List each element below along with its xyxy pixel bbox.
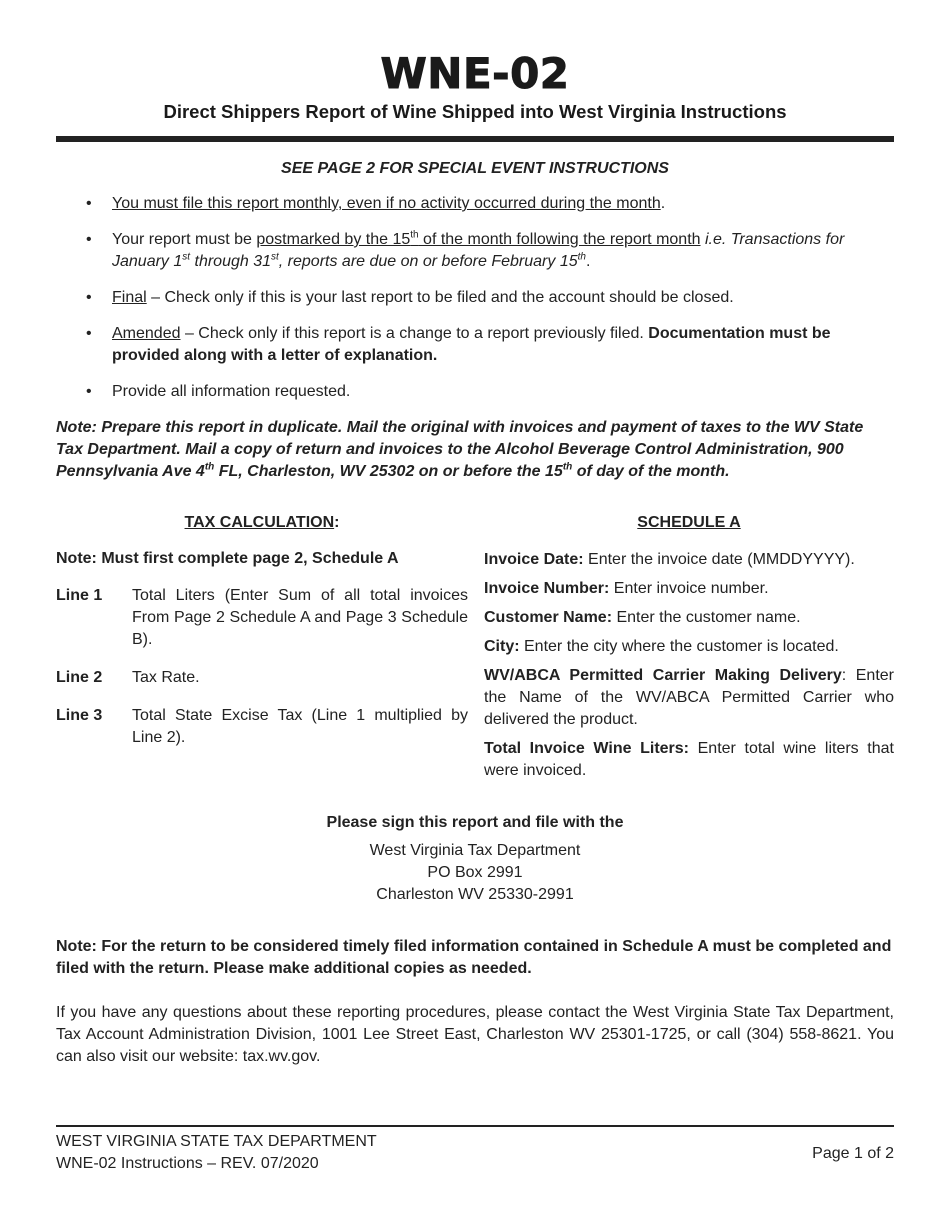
bullet-file-monthly: • You must file this report monthly, even if no activity occurred during the month. — [56, 193, 894, 215]
bullet-icon: • — [86, 289, 92, 306]
schedule-a-heading: SCHEDULE A — [637, 514, 741, 531]
address-line: West Virginia Tax Department — [369, 842, 581, 859]
bullet-final: • Final – Check only if this is your last report to be filed and the account should be closed. — [56, 287, 894, 309]
contact-paragraph: If you have any questions about these reporting procedures, please contact the West Virginia State Tax Department, Tax Account Administration Division, 1001 Lee Street East, Charleston WV 25301-1725, or call (304) 558-8621. You can also visit our website: tax.wv.gov. — [56, 1004, 894, 1065]
line-text: Tax Rate. — [132, 669, 200, 686]
schedule-a-items — [484, 549, 894, 782]
bullet-icon: • — [86, 383, 92, 400]
tax-calculation-note: Note: Must first complete page 2, Schedule A — [56, 550, 399, 567]
tax-calculation-heading: TAX CALCULATION: — [184, 514, 340, 531]
schedule-item: Invoice Number: Enter invoice number. — [484, 580, 769, 597]
footer-revision: WNE-02 Instructions – REV. 07/2020 — [56, 1155, 319, 1172]
sign-heading: Please sign this report and file with the — [326, 814, 624, 831]
line-label: Line 2 — [56, 669, 103, 686]
page-footer — [56, 1125, 894, 1175]
schedule-item: City: Enter the city where the customer is located. — [484, 638, 839, 655]
footer-rule — [56, 1125, 894, 1127]
bullet-icon: • — [86, 325, 92, 342]
bullet-amended: • Amended – Check only if this report is a change to a report previously filed. Documentation must be provided along with a letter of explanation. — [86, 325, 831, 364]
document-title: Direct Shippers Report of Wine Shipped into West Virginia Instructions — [163, 101, 787, 122]
bullet-provide-info: • Provide all information requested. — [56, 381, 894, 403]
address-line: PO Box 2991 — [427, 864, 523, 881]
schedule-item: WV/ABCA Permitted Carrier Making Delivery: Enter the Name of the WV/ABCA Permitted Carrier who delivered the product. — [484, 667, 894, 728]
address-line: Charleston WV 25330-2991 — [376, 886, 574, 903]
schedule-item: Invoice Date: Enter the invoice date (MMDDYYYY). — [484, 551, 855, 568]
document-page — [56, 48, 894, 1068]
schedule-item: Total Invoice Wine Liters: Enter total wine liters that were invoiced. — [484, 740, 894, 779]
line-item — [56, 585, 468, 651]
two-column-section — [56, 513, 894, 782]
form-code-title: WNE-02 — [380, 49, 570, 98]
line-text: Total State Excise Tax (Line 1 multiplied by Line 2). — [132, 707, 468, 746]
timely-filing-note: Note: For the return to be considered timely filed information contained in Schedule A must be completed and filed with the return. Please make additional copies as needed. — [56, 938, 892, 977]
line-item — [56, 705, 468, 749]
line-label: Line 1 — [56, 587, 103, 604]
sign-and-file-block — [56, 812, 894, 906]
line-item — [56, 667, 468, 689]
line-label: Line 3 — [56, 707, 103, 724]
page-number: Page 1 of 2 — [812, 1145, 894, 1162]
schedule-item: Customer Name: Enter the customer name. — [484, 609, 801, 626]
bullet-postmark-deadline: • Your report must be postmarked by the 15th of the month following the report month i.e. Transactions for January 1st through 31st, reports are due on or before February 15th. — [86, 229, 845, 270]
tax-calculation-section — [56, 513, 468, 782]
bullet-icon: • — [86, 195, 92, 212]
header-rule — [56, 136, 894, 142]
instruction-bullets — [56, 193, 894, 403]
schedule-a-section — [484, 513, 894, 782]
see-page-notice: SEE PAGE 2 FOR SPECIAL EVENT INSTRUCTIONS — [281, 160, 669, 177]
line-text: Total Liters (Enter Sum of all total invoices From Page 2 Schedule A and Page 3 Schedule B). — [132, 587, 468, 648]
footer-department: WEST VIRGINIA STATE TAX DEPARTMENT — [56, 1133, 377, 1150]
duplicate-note: Note: Prepare this report in duplicate. Mail the original with invoices and payment of taxes to the WV State Tax Department. Mail a copy of return and invoices to the Alcohol Beverage Control Administration, 900 Pennsylvania Ave 4th FL, Charleston, WV 25302 on or before the 15th of day of the month. — [56, 419, 864, 480]
bullet-icon: • — [86, 231, 92, 248]
